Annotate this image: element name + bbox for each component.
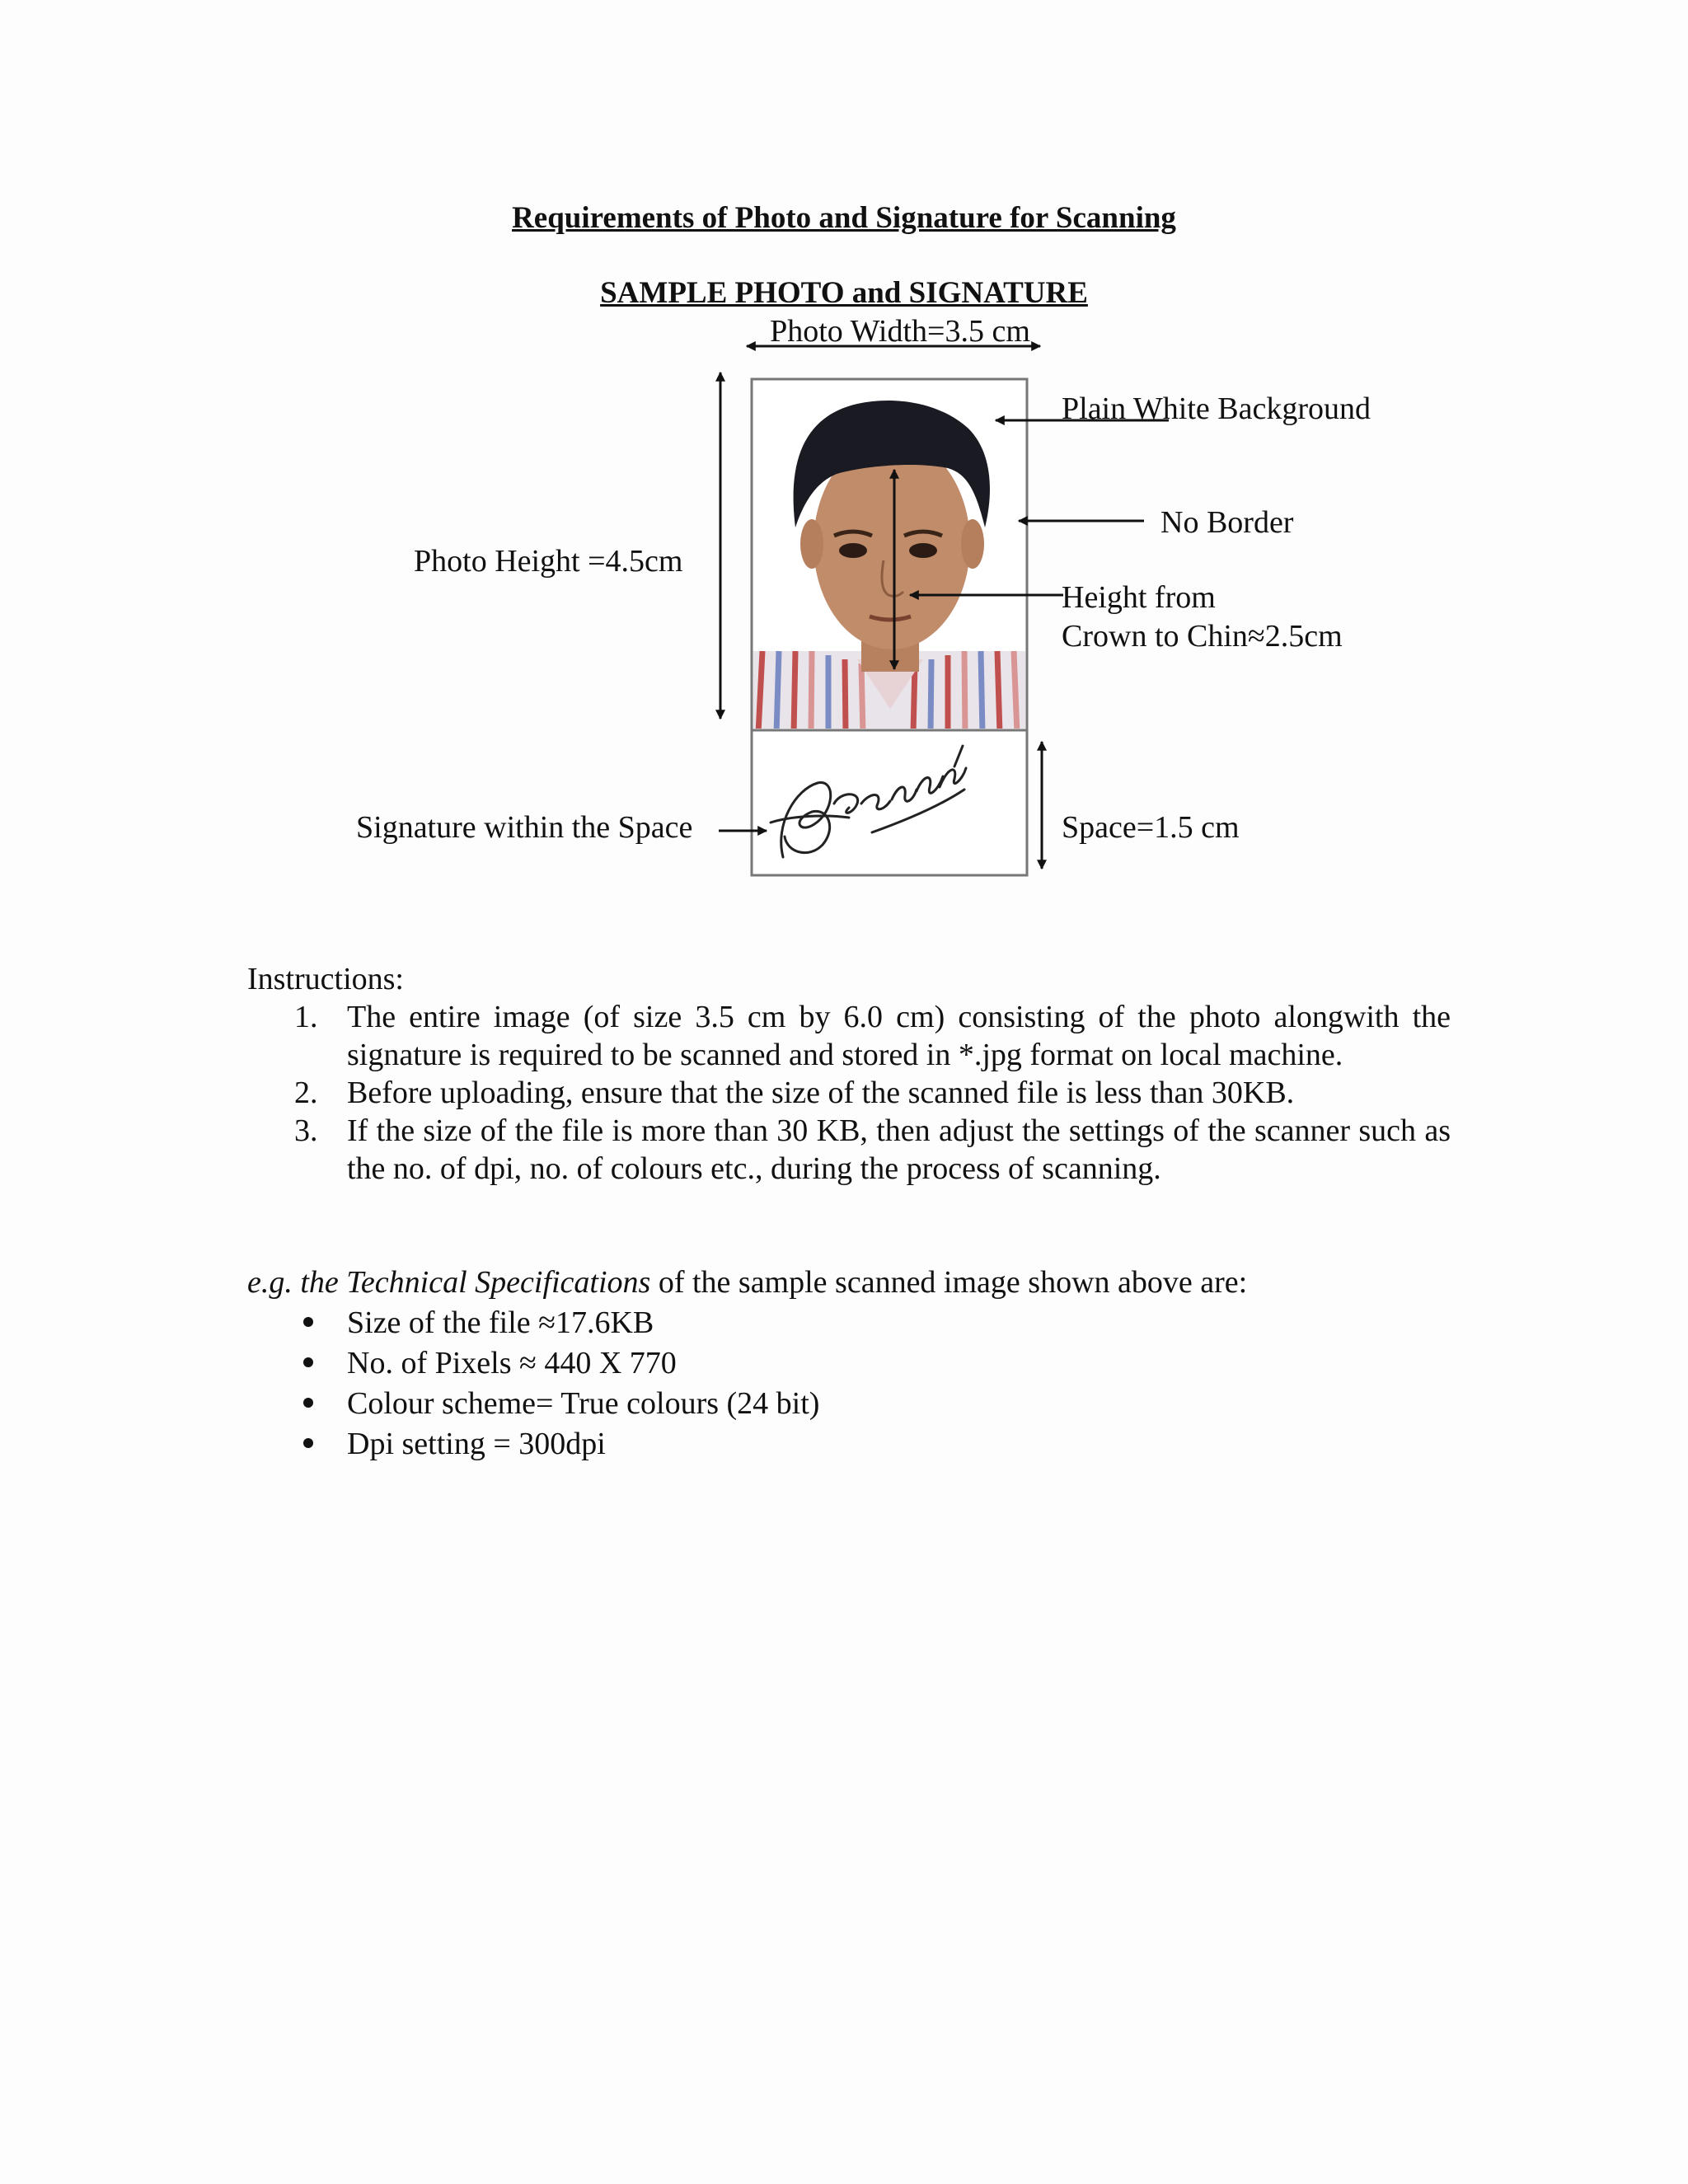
crown-chin-label-line2: Crown to Chin≈2.5cm: [1062, 619, 1343, 654]
tech-spec-section: [247, 1263, 1451, 1465]
crown-chin-label-line1: Height from: [1062, 580, 1216, 615]
space-label: Space=1.5 cm: [1062, 810, 1240, 845]
instruction-item: 3. If the size of the file is more than 30 KB, then adjust the settings of the scanner such as the no. of dpi, no. of colours etc., during the process of scanning.: [294, 1113, 1451, 1186]
tech-spec-list: [247, 1303, 1451, 1465]
instructions-list: [247, 998, 1451, 1188]
spec-item: Size of the file ≈17.6KB: [347, 1303, 1451, 1343]
spec-item: Dpi setting = 300dpi: [347, 1424, 1451, 1465]
tech-spec-intro: e.g. the Technical Specifications of the sample scanned image shown above are:: [247, 1265, 1248, 1300]
plain-background-label: Plain White Background: [1062, 391, 1372, 426]
no-border-label: No Border: [1160, 505, 1294, 540]
spec-item: Colour scheme= True colours (24 bit): [347, 1384, 1451, 1424]
instructions-heading: Instructions:: [247, 962, 404, 996]
photo-height-label: Photo Height =4.5cm: [414, 544, 683, 579]
instruction-item: 2. Before uploading, ensure that the size of the scanned file is less than 30KB.: [294, 1076, 1295, 1110]
instructions-section: [247, 960, 1451, 1188]
page-title: Requirements of Photo and Signature for Scanning: [512, 201, 1176, 235]
sample-photo-figure: [0, 0, 1688, 907]
photo-width-label: Photo Width=3.5 cm: [770, 314, 1030, 349]
sample-heading: SAMPLE PHOTO and SIGNATURE: [600, 276, 1088, 310]
instruction-item: 1. The entire image (of size 3.5 cm by 6.0 cm) consisting of the photo alongwith the signature is required to be scanned and stored in *.jpg format on local machine.: [294, 1000, 1451, 1072]
spec-item: No. of Pixels ≈ 440 X 770: [347, 1343, 1451, 1384]
signature-space-label: Signature within the Space: [356, 810, 693, 845]
